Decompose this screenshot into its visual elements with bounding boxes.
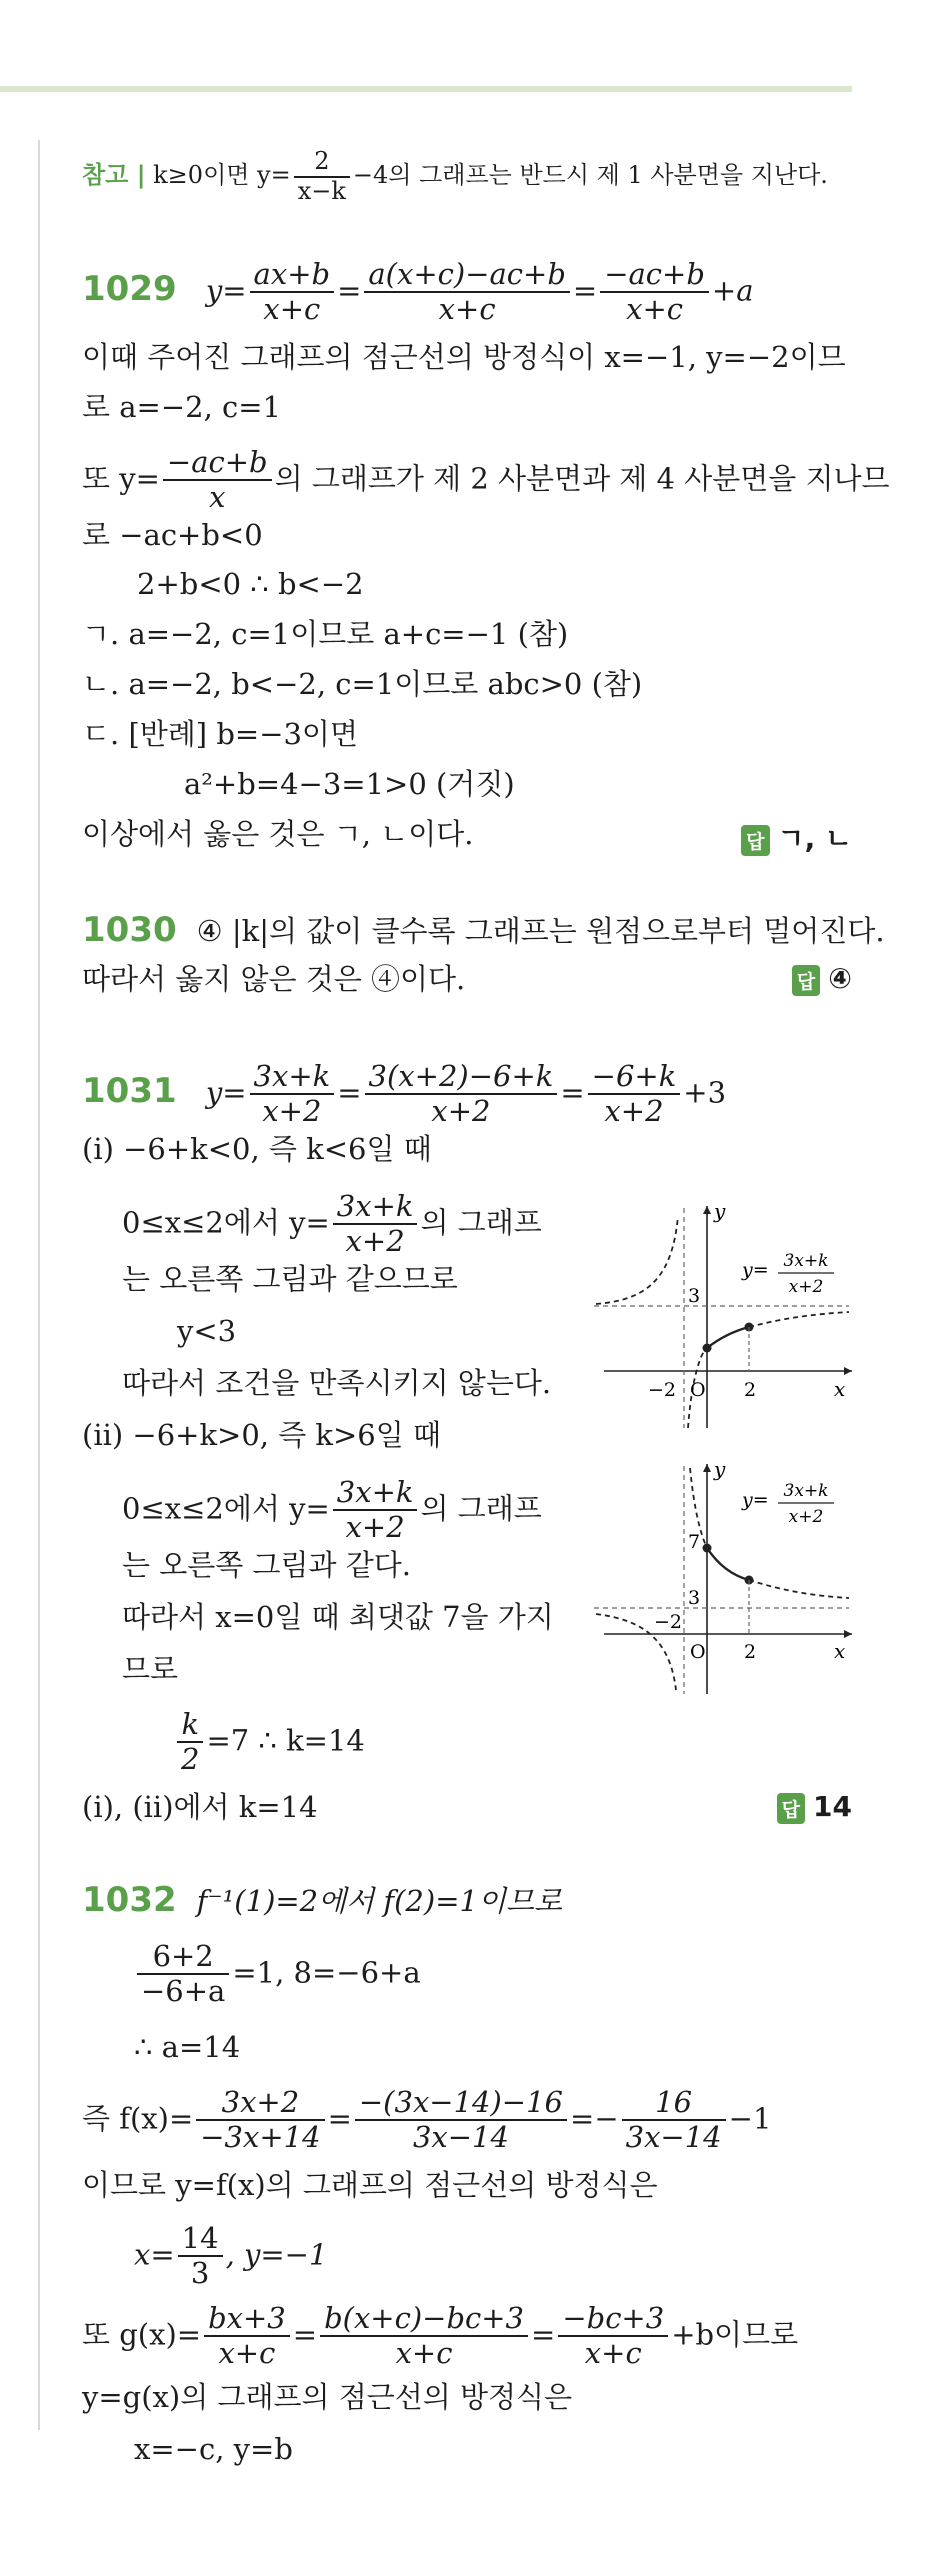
p1032-l6b: , y=−1 bbox=[225, 2237, 328, 2272]
p1031-f1-num: 3x+k bbox=[250, 1060, 335, 1095]
p1031-k-over-2 bbox=[177, 1708, 203, 1777]
p1032-l7-frac2 bbox=[320, 2302, 528, 2371]
note-label: 참고 | bbox=[82, 161, 146, 190]
note-text-after: −4의 그래프는 반드시 제 1 사분면을 지난다. bbox=[352, 161, 828, 190]
right-branch-solid bbox=[707, 1327, 749, 1348]
label-7: 7 bbox=[688, 1531, 701, 1553]
p1029-f1-den: x+c bbox=[263, 292, 321, 327]
p1031-frac3 bbox=[588, 1060, 681, 1129]
p1029-line2: 이때 주어진 그래프의 점근선의 방정식이 x=−1, y=−2이므 bbox=[82, 340, 846, 374]
function-label: y= bbox=[742, 1489, 769, 1511]
p1032-l7-f1-den: x+c bbox=[218, 2336, 276, 2371]
p1032-l7-frac1 bbox=[204, 2302, 290, 2371]
p1031-case2-line4: 므로 bbox=[122, 1652, 179, 1686]
p1029-f2-num: a(x+c)−ac+b bbox=[364, 258, 570, 293]
p1032-l2-num: 6+2 bbox=[137, 1940, 229, 1975]
p1032-l4-f2-num: −(3x−14)−16 bbox=[355, 2086, 567, 2121]
p1032-line2 bbox=[134, 1940, 421, 2009]
note-fraction bbox=[294, 148, 350, 205]
p1029-line10: a²+b=4−3=1>0 (거짓) bbox=[184, 767, 515, 801]
function-label-den: x+2 bbox=[788, 1507, 824, 1527]
p1031-k-num: k bbox=[177, 1708, 203, 1743]
p1029-line6: 2+b<0 ∴ b<−2 bbox=[137, 567, 364, 601]
left-branch-curve bbox=[596, 1216, 678, 1304]
p1030-line1 bbox=[82, 910, 885, 951]
right-branch-upper-dashed bbox=[749, 1312, 849, 1327]
x-axis-label: x bbox=[834, 1639, 846, 1663]
p1031-frac1 bbox=[250, 1060, 335, 1129]
p1029-f3-den: x+c bbox=[626, 292, 683, 327]
p1032-line7 bbox=[82, 2302, 798, 2371]
p1032-l7-f2-num: b(x+c)−bc+3 bbox=[320, 2302, 528, 2337]
label-3: 3 bbox=[688, 1587, 701, 1609]
p1031-c1-num: 3x+k bbox=[333, 1190, 418, 1225]
p1031-final: (i), (ii)에서 k=14 bbox=[82, 1790, 318, 1824]
p1032-l4-f3-num: 16 bbox=[622, 2086, 726, 2121]
p1029-answer bbox=[741, 817, 852, 857]
p1029-frac3 bbox=[600, 258, 709, 327]
p1029-line3: 로 a=−2, c=1 bbox=[82, 390, 281, 424]
p1032-l7-tail: +b이므로 bbox=[671, 2317, 799, 2352]
p1032-line4 bbox=[82, 2086, 771, 2155]
p1031-f2-num: 3(x+2)−6+k bbox=[365, 1060, 558, 1095]
p1032-l4a: 즉 f(x)= bbox=[82, 2101, 194, 2136]
p1029-tail: +a bbox=[711, 273, 754, 308]
p1029-line11: 이상에서 옳은 것은 ㄱ, ㄴ이다. bbox=[82, 817, 474, 851]
p1029-header bbox=[82, 258, 754, 327]
function-label-num: 3x+k bbox=[783, 1251, 829, 1271]
p1031-tail: +3 bbox=[683, 1075, 727, 1110]
p1032-l7-eq2: = bbox=[531, 2317, 556, 2352]
x-axis-label: x bbox=[834, 1377, 846, 1401]
problem-number-1032: 1032 bbox=[82, 1880, 177, 1920]
p1032-l2-frac bbox=[137, 1940, 229, 2009]
p1032-line3: ∴ a=14 bbox=[134, 2030, 241, 2064]
function-label: y= bbox=[742, 1259, 769, 1281]
graph-case-1 bbox=[594, 1196, 854, 1430]
p1032-l7-f2-den: x+c bbox=[395, 2336, 453, 2371]
p1029-f3-num: −ac+b bbox=[600, 258, 709, 293]
p1032-l4-frac3 bbox=[622, 2086, 726, 2155]
p1030-answer bbox=[792, 962, 852, 996]
note-text-before: k≥0이면 y= bbox=[153, 161, 291, 190]
p1031-c2-l1a: 0≤x≤2에서 y= bbox=[122, 1491, 330, 1526]
p1029-frac1 bbox=[250, 258, 335, 327]
p1032-l2-den: −6+a bbox=[141, 1974, 226, 2009]
p1032-line5: 이므로 y=f(x)의 그래프의 점근선의 방정식은 bbox=[82, 2168, 658, 2202]
p1029-l4-den: x bbox=[209, 480, 226, 515]
label-2: 2 bbox=[744, 1379, 757, 1401]
answer-badge: 답 bbox=[777, 1793, 805, 1824]
p1032-line8: y=g(x)의 그래프의 점근선의 방정식은 bbox=[82, 2380, 573, 2414]
p1029-frac2 bbox=[364, 258, 570, 327]
x-axis-arrow-icon bbox=[844, 1630, 852, 1638]
p1029-eq1: = bbox=[337, 273, 362, 308]
p1032-l4-f3-den: 3x−14 bbox=[625, 2120, 722, 2155]
label-minus-2: −2 bbox=[648, 1379, 677, 1401]
function-label-num: 3x+k bbox=[783, 1481, 829, 1501]
p1032-l4-frac2 bbox=[355, 2086, 567, 2155]
p1032-l4-f1-den: −3x+14 bbox=[200, 2120, 321, 2155]
note-frac-den: x−k bbox=[297, 176, 346, 205]
x-axis-arrow-icon bbox=[844, 1367, 852, 1375]
p1032-l6a: x= bbox=[134, 2237, 175, 2272]
p1032-l6-frac bbox=[178, 2222, 223, 2291]
note-frac-num: 2 bbox=[294, 148, 350, 178]
p1031-case1: (i) −6+k<0, 즉 k<6일 때 bbox=[82, 1132, 432, 1166]
p1031-answer bbox=[777, 1790, 852, 1824]
point-at-x0 bbox=[703, 1544, 712, 1553]
p1031-c1-frac bbox=[333, 1190, 418, 1259]
p1032-l4-eq1: = bbox=[327, 2101, 352, 2136]
graph-case-2 bbox=[594, 1458, 854, 1696]
label-3: 3 bbox=[688, 1285, 701, 1307]
label-minus-2: −2 bbox=[654, 1611, 683, 1633]
problem-number-1029: 1029 bbox=[82, 269, 177, 310]
right-branch-solid bbox=[707, 1548, 749, 1580]
p1029-line4 bbox=[82, 446, 890, 515]
p1032-l7-f3-den: x+c bbox=[584, 2336, 642, 2371]
p1030-answer-value: ④ bbox=[828, 962, 852, 995]
p1029-eq2: = bbox=[572, 273, 598, 308]
p1031-c2-num: 3x+k bbox=[333, 1476, 418, 1511]
p1031-eq2: = bbox=[560, 1075, 585, 1110]
y-axis-arrow-icon bbox=[703, 1464, 711, 1472]
p1032-l4-frac1 bbox=[196, 2086, 324, 2155]
p1029-line9: ㄷ. [반례] b=−3이면 bbox=[82, 717, 358, 751]
p1032-line9: x=−c, y=b bbox=[134, 2432, 293, 2466]
p1031-case1-line2: 는 오른쪽 그림과 같으므로 bbox=[122, 1262, 458, 1296]
p1031-case2-line5 bbox=[174, 1708, 365, 1777]
p1032-l4-f2-den: 3x−14 bbox=[412, 2120, 509, 2155]
p1032-l1-text: f⁻¹(1)=2에서 f(2)=1이므로 bbox=[196, 1884, 562, 1918]
p1031-case2-line2: 는 오른쪽 그림과 같다. bbox=[122, 1548, 411, 1582]
left-margin-rule bbox=[38, 140, 40, 2430]
p1031-header bbox=[82, 1060, 726, 1129]
p1032-l4-f1-num: 3x+2 bbox=[196, 2086, 324, 2121]
y-axis-label: y bbox=[714, 1458, 726, 1481]
p1029-line8: ㄴ. a=−2, b<−2, c=1이므로 abc>0 (참) bbox=[82, 667, 643, 701]
p1031-c1-l1b: 의 그래프 bbox=[420, 1205, 542, 1240]
answer-badge: 답 bbox=[741, 825, 769, 856]
reference-note bbox=[82, 148, 828, 205]
p1029-f1-num: ax+b bbox=[250, 258, 335, 293]
p1031-c1-l1a: 0≤x≤2에서 y= bbox=[122, 1205, 330, 1240]
p1029-l4-frac bbox=[163, 446, 272, 515]
p1029-answer-value: ㄱ, ㄴ bbox=[777, 822, 852, 855]
problem-number-1031: 1031 bbox=[82, 1071, 177, 1112]
p1032-l7a: 또 g(x)= bbox=[82, 2317, 202, 2352]
p1032-l4-eq2: =− bbox=[570, 2101, 619, 2136]
p1032-l7-f1-num: bx+3 bbox=[204, 2302, 290, 2337]
label-origin: O bbox=[690, 1641, 706, 1663]
p1031-c2-l1b: 의 그래프 bbox=[420, 1491, 542, 1526]
p1031-f3-den: x+2 bbox=[604, 1094, 664, 1129]
p1029-l4a: 또 y= bbox=[82, 461, 160, 496]
p1032-line6 bbox=[134, 2222, 327, 2291]
p1029-l4-num: −ac+b bbox=[163, 446, 272, 481]
p1031-case1-line4: 따라서 조건을 만족시키지 않는다. bbox=[122, 1366, 552, 1400]
y-axis-arrow-icon bbox=[703, 1206, 711, 1214]
p1032-l6-num: 14 bbox=[178, 2222, 223, 2257]
p1029-line5: 로 −ac+b<0 bbox=[82, 518, 263, 552]
p1031-c2-den: x+2 bbox=[345, 1510, 405, 1545]
problem-number-1030: 1030 bbox=[82, 910, 177, 950]
p1031-c2-l5b: =7 ∴ k=14 bbox=[206, 1723, 365, 1758]
p1030-l1-text: ④ |k|의 값이 클수록 그래프는 원점으로부터 멀어진다. bbox=[196, 914, 885, 948]
p1029-y: y= bbox=[205, 273, 247, 308]
p1031-c2-frac bbox=[333, 1476, 418, 1545]
p1031-case2-line3: 따라서 x=0일 때 최댓값 7을 가지 bbox=[122, 1600, 554, 1634]
p1032-l6-den: 3 bbox=[190, 2256, 210, 2291]
p1031-frac2 bbox=[365, 1060, 558, 1129]
p1032-l7-frac3 bbox=[558, 2302, 668, 2371]
label-2: 2 bbox=[744, 1641, 757, 1663]
top-accent-bar bbox=[0, 86, 852, 92]
p1032-l7-f3-num: −bc+3 bbox=[558, 2302, 668, 2337]
p1029-line7: ㄱ. a=−2, c=1이므로 a+c=−1 (참) bbox=[82, 617, 569, 651]
function-label-den: x+2 bbox=[788, 1277, 824, 1297]
answer-badge: 답 bbox=[792, 965, 820, 996]
p1031-f2-den: x+2 bbox=[431, 1094, 491, 1129]
p1031-f3-num: −6+k bbox=[588, 1060, 681, 1095]
label-origin: O bbox=[690, 1379, 706, 1401]
p1029-l4b: 의 그래프가 제 2 사분면과 제 4 사분면을 지나므 bbox=[274, 461, 890, 496]
right-branch-lower-dashed bbox=[749, 1580, 849, 1598]
p1031-y: y= bbox=[205, 1075, 247, 1110]
p1031-case1-line3: y<3 bbox=[177, 1314, 237, 1348]
p1031-f1-den: x+2 bbox=[262, 1094, 322, 1129]
p1031-case2-line1 bbox=[122, 1476, 542, 1545]
p1031-case1-line1 bbox=[122, 1190, 542, 1259]
y-axis-label: y bbox=[714, 1199, 726, 1223]
p1032-line1 bbox=[82, 1880, 562, 1921]
p1030-line2: 따라서 옳지 않은 것은 ④이다. bbox=[82, 962, 466, 996]
p1031-answer-value: 14 bbox=[813, 1790, 852, 1823]
p1032-l2b: =1, 8=−6+a bbox=[232, 1955, 421, 1990]
p1032-l7-eq1: = bbox=[292, 2317, 318, 2352]
p1031-case2: (ii) −6+k>0, 즉 k>6일 때 bbox=[82, 1418, 442, 1452]
p1031-k-den: 2 bbox=[181, 1742, 200, 1777]
point-at-x0 bbox=[703, 1344, 712, 1353]
p1031-eq1: = bbox=[337, 1075, 362, 1110]
p1032-l4-tail: −1 bbox=[728, 2101, 772, 2136]
p1029-f2-den: x+c bbox=[438, 292, 496, 327]
p1031-c1-den: x+2 bbox=[345, 1224, 405, 1259]
